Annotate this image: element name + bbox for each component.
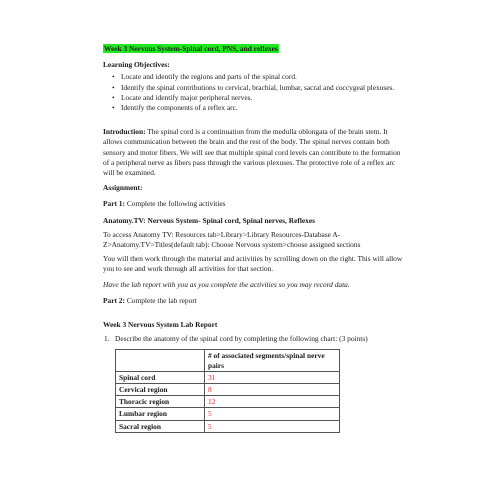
table-row xyxy=(116,371,340,383)
list-item xyxy=(112,82,403,93)
segment-count[interactable]: 5 xyxy=(205,408,340,420)
part1-label: Part 1: xyxy=(103,199,125,209)
list-item xyxy=(112,92,403,103)
access-instructions: To access Anatomy TV: Resources tab>Library>Library Resources-Database A-Z>Anatomy.TV>Titles(default tab): Choose Nervous system>choose assigned sections xyxy=(103,229,361,250)
question-item xyxy=(104,334,403,344)
part1-text: Complete the following activities xyxy=(126,199,226,209)
table-header-row xyxy=(116,350,340,371)
introduction-text: The spinal cord is a continuation from the medulla oblongata of the brain stem. It allows communication between the brain and the rest of the body. The spinal nerves contain both sensory and motor fibers. We will see that multiple spinal cord levels can contribute to the formation of a peripheral nerve as fibers pass through the various plexuses. The protective role of a reflex arc will be examined. xyxy=(103,127,401,178)
segment-count[interactable]: 8 xyxy=(205,384,340,396)
table-row xyxy=(116,384,340,396)
learning-objectives-heading: Learning Objectives: xyxy=(103,60,170,70)
region-name: Spinal cord xyxy=(116,371,205,383)
table-header-cell: # of associated segments/spinal nerve pairs xyxy=(205,350,340,371)
region-name: Cervical region xyxy=(116,384,205,396)
bullet-icon: • xyxy=(112,103,115,113)
region-name: Thoracic region xyxy=(116,396,205,408)
introduction-label: Introduction: xyxy=(103,127,146,137)
objective-text: Locate and identify major peripheral nerves. xyxy=(121,92,253,102)
part2-line xyxy=(103,296,403,306)
lab-questions xyxy=(103,334,403,344)
document-page xyxy=(103,44,403,433)
segment-count[interactable]: 5 xyxy=(205,420,340,432)
introduction-paragraph xyxy=(103,127,403,178)
segment-count[interactable]: 31 xyxy=(205,371,340,383)
part1-line xyxy=(103,199,403,209)
walkthrough-instructions: You will then work through the material and activities by scrolling down on the right. This will allow you to see and work through all activities for that section. xyxy=(103,254,403,274)
question-text: Describe the anatomy of the spinal cord by completing the following chart: (3 points) xyxy=(115,334,368,344)
region-name: Lumbar region xyxy=(116,408,205,420)
objective-text: Identify the components of a reflex arc. xyxy=(121,103,238,113)
segment-count[interactable]: 12 xyxy=(205,396,340,408)
objective-text: Locate and identify the regions and parts of the spinal cord. xyxy=(121,72,297,82)
assignment-heading: Assignment: xyxy=(103,183,143,193)
spinal-cord-table xyxy=(115,349,340,432)
lab-report-heading: Week 3 Nervous System Lab Report xyxy=(103,320,218,330)
bullet-icon: • xyxy=(112,82,115,92)
table-header-cell xyxy=(116,350,205,371)
document-title: Week 3 Nervous System-Spinal cord, PNS, and reflexes xyxy=(104,44,278,53)
list-item xyxy=(112,72,403,82)
part2-text: Complete the lab report xyxy=(126,295,197,305)
part2-label: Part 2: xyxy=(103,295,125,305)
table-row xyxy=(116,420,340,432)
bullet-icon: • xyxy=(112,72,115,82)
table-row xyxy=(116,408,340,420)
list-item xyxy=(112,103,403,113)
learning-objectives-list xyxy=(103,72,403,113)
question-number: 1. xyxy=(104,334,110,344)
objective-text: Identify the spinal contributions to cervical, brachial, lumbar, sacral and coccygeal plexuses. xyxy=(121,82,395,92)
table-row xyxy=(116,396,340,408)
bullet-icon: • xyxy=(112,92,115,102)
anatomy-tv-heading: Anatomy.TV: Nervous System- Spinal cord, Spinal nerves, Reflexes xyxy=(103,215,316,225)
lab-report-note: Have the lab report with you as you complete the activities so you may record data. xyxy=(103,279,350,289)
document-title-line xyxy=(103,44,403,54)
region-name: Sacral region xyxy=(116,420,205,432)
